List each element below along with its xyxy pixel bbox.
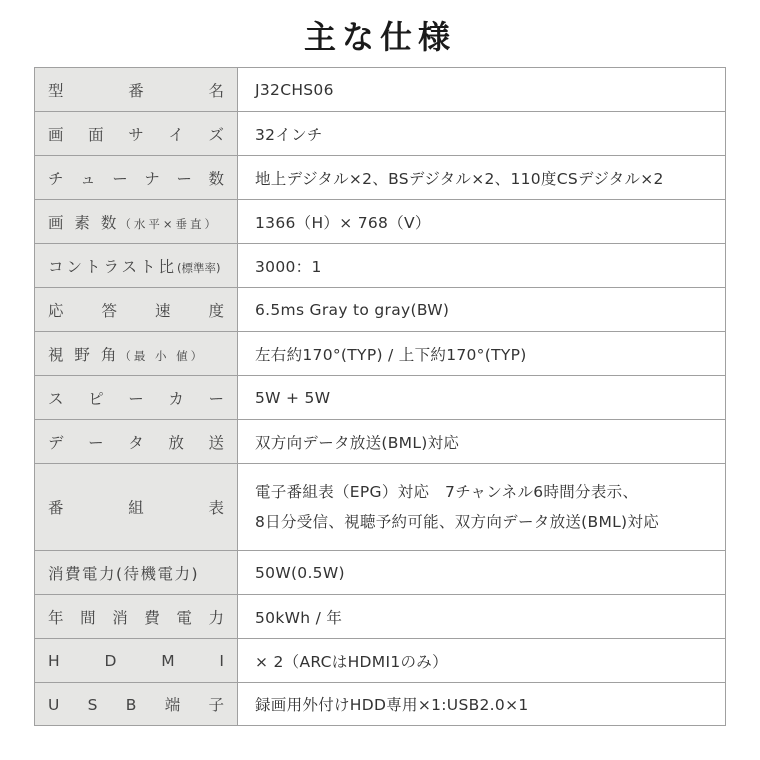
spec-label-main: コントラスト比 — [48, 257, 178, 276]
spec-row — [35, 683, 726, 726]
spec-value: 3000：1 — [238, 244, 726, 288]
spec-label-char: U — [48, 696, 60, 714]
spec-label-char: 面 — [88, 125, 104, 144]
spec-row — [35, 156, 726, 200]
spec-label-char: ズ — [208, 125, 224, 144]
spec-label-main: 視 野 角 — [48, 345, 120, 364]
spec-label-char: 度 — [208, 301, 224, 320]
spec-row — [35, 464, 726, 551]
spec-label-char: 消 — [112, 608, 128, 627]
spec-label-char: 速 — [154, 301, 171, 320]
page-title: 主な仕様 — [303, 18, 456, 56]
spec-row — [35, 244, 726, 288]
spec-label — [35, 551, 238, 595]
spec-label-char: 電 — [176, 608, 192, 627]
spec-label — [35, 464, 238, 551]
spec-row — [35, 551, 726, 595]
spec-label-char: 力 — [208, 608, 224, 627]
spec-table — [34, 67, 726, 726]
spec-label-char: I — [219, 651, 224, 670]
spec-label-sub: （水平×垂直） — [119, 216, 219, 231]
spec-label — [35, 376, 238, 420]
spec-label-char: タ — [128, 433, 144, 452]
spec-row — [35, 112, 726, 156]
spec-row — [35, 288, 726, 332]
spec-label-char: 番 — [48, 499, 64, 517]
spec-label-char: 年 — [48, 608, 64, 627]
spec-label-char: 数 — [208, 169, 224, 188]
spec-label-char: 送 — [208, 433, 224, 452]
spec-value: 50kWh / 年 — [238, 595, 726, 639]
spec-label-char: カ — [168, 389, 184, 408]
spec-label — [35, 639, 238, 683]
spec-value: 5W + 5W — [238, 376, 726, 420]
spec-label-sub: （最 小 値） — [119, 348, 206, 363]
spec-value: 32インチ — [238, 112, 726, 156]
spec-row — [35, 420, 726, 464]
spec-label-char: ー — [88, 433, 104, 452]
spec-value: 左右約170°(TYP) / 上下約170°(TYP) — [238, 332, 726, 376]
spec-label-char: ー — [112, 169, 128, 188]
spec-value — [238, 464, 726, 551]
spec-label-char: 名 — [208, 81, 224, 100]
spec-label-char: サ — [128, 125, 144, 144]
spec-label — [35, 332, 238, 376]
spec-label-main: 画 素 数 — [48, 213, 120, 232]
spec-row — [35, 68, 726, 112]
spec-label-main: 消費電力(待機電力) — [48, 564, 200, 583]
spec-label — [35, 112, 238, 156]
spec-label-char: 間 — [80, 608, 96, 627]
spec-label-char: ナ — [144, 169, 160, 188]
spec-value: 6.5ms Gray to gray(BW) — [238, 288, 726, 332]
spec-label-char: B — [125, 696, 137, 714]
spec-label-char: 型 — [48, 81, 64, 100]
spec-label-char: 放 — [168, 433, 184, 452]
spec-label — [35, 288, 238, 332]
spec-value: 1366（H）× 768（V） — [238, 200, 726, 244]
spec-label-char: イ — [168, 125, 184, 144]
spec-label-char: 応 — [48, 301, 64, 320]
spec-label-char: ピ — [88, 389, 104, 408]
spec-label-char: ス — [48, 389, 64, 408]
spec-value: × 2（ARCはHDMI1のみ） — [238, 639, 726, 683]
spec-label — [35, 156, 238, 200]
spec-label-char: 組 — [128, 499, 144, 517]
spec-label-char: ー — [128, 389, 144, 408]
spec-label-char: ー — [176, 169, 192, 188]
spec-row — [35, 200, 726, 244]
spec-label-char: D — [104, 651, 117, 670]
spec-row — [35, 595, 726, 639]
spec-value: 双方向データ放送(BML)対応 — [238, 420, 726, 464]
spec-label-sub: (標準率) — [177, 260, 221, 275]
spec-label-char: ー — [208, 389, 224, 408]
spec-value: 地上デジタル×2、BSデジタル×2、110度CSデジタル×2 — [238, 156, 726, 200]
spec-value-line: 8日分受信、視聴予約可能、双方向データ放送(BML)対応 — [255, 513, 659, 531]
spec-label-char: H — [48, 651, 60, 670]
spec-label — [35, 683, 238, 726]
spec-label-char: 画 — [48, 125, 64, 144]
spec-value: 録画用外付けHDD専用×1:USB2.0×1 — [238, 683, 726, 726]
spec-label-char: 表 — [208, 499, 224, 517]
spec-label-char: 費 — [144, 608, 160, 627]
spec-label-char: 端 — [164, 696, 181, 714]
spec-label-char: デ — [48, 433, 64, 452]
spec-label — [35, 68, 238, 112]
spec-row — [35, 376, 726, 420]
spec-value: 50W(0.5W) — [238, 551, 726, 595]
spec-label-char: 子 — [208, 696, 224, 714]
spec-label — [35, 244, 238, 288]
spec-row — [35, 332, 726, 376]
spec-label-char: 答 — [101, 301, 117, 320]
spec-label-char: チ — [48, 169, 64, 188]
spec-label — [35, 595, 238, 639]
spec-label-char: S — [87, 696, 98, 714]
spec-row — [35, 639, 726, 683]
spec-value-line: 電子番組表（EPG）対応 7チャンネル6時間分表示、 — [255, 483, 639, 501]
spec-value: J32CHS06 — [238, 68, 726, 112]
spec-label-char: ュ — [80, 169, 96, 188]
spec-label-char: 番 — [128, 81, 144, 100]
spec-label — [35, 420, 238, 464]
spec-label-char: M — [161, 651, 175, 670]
spec-label — [35, 200, 238, 244]
